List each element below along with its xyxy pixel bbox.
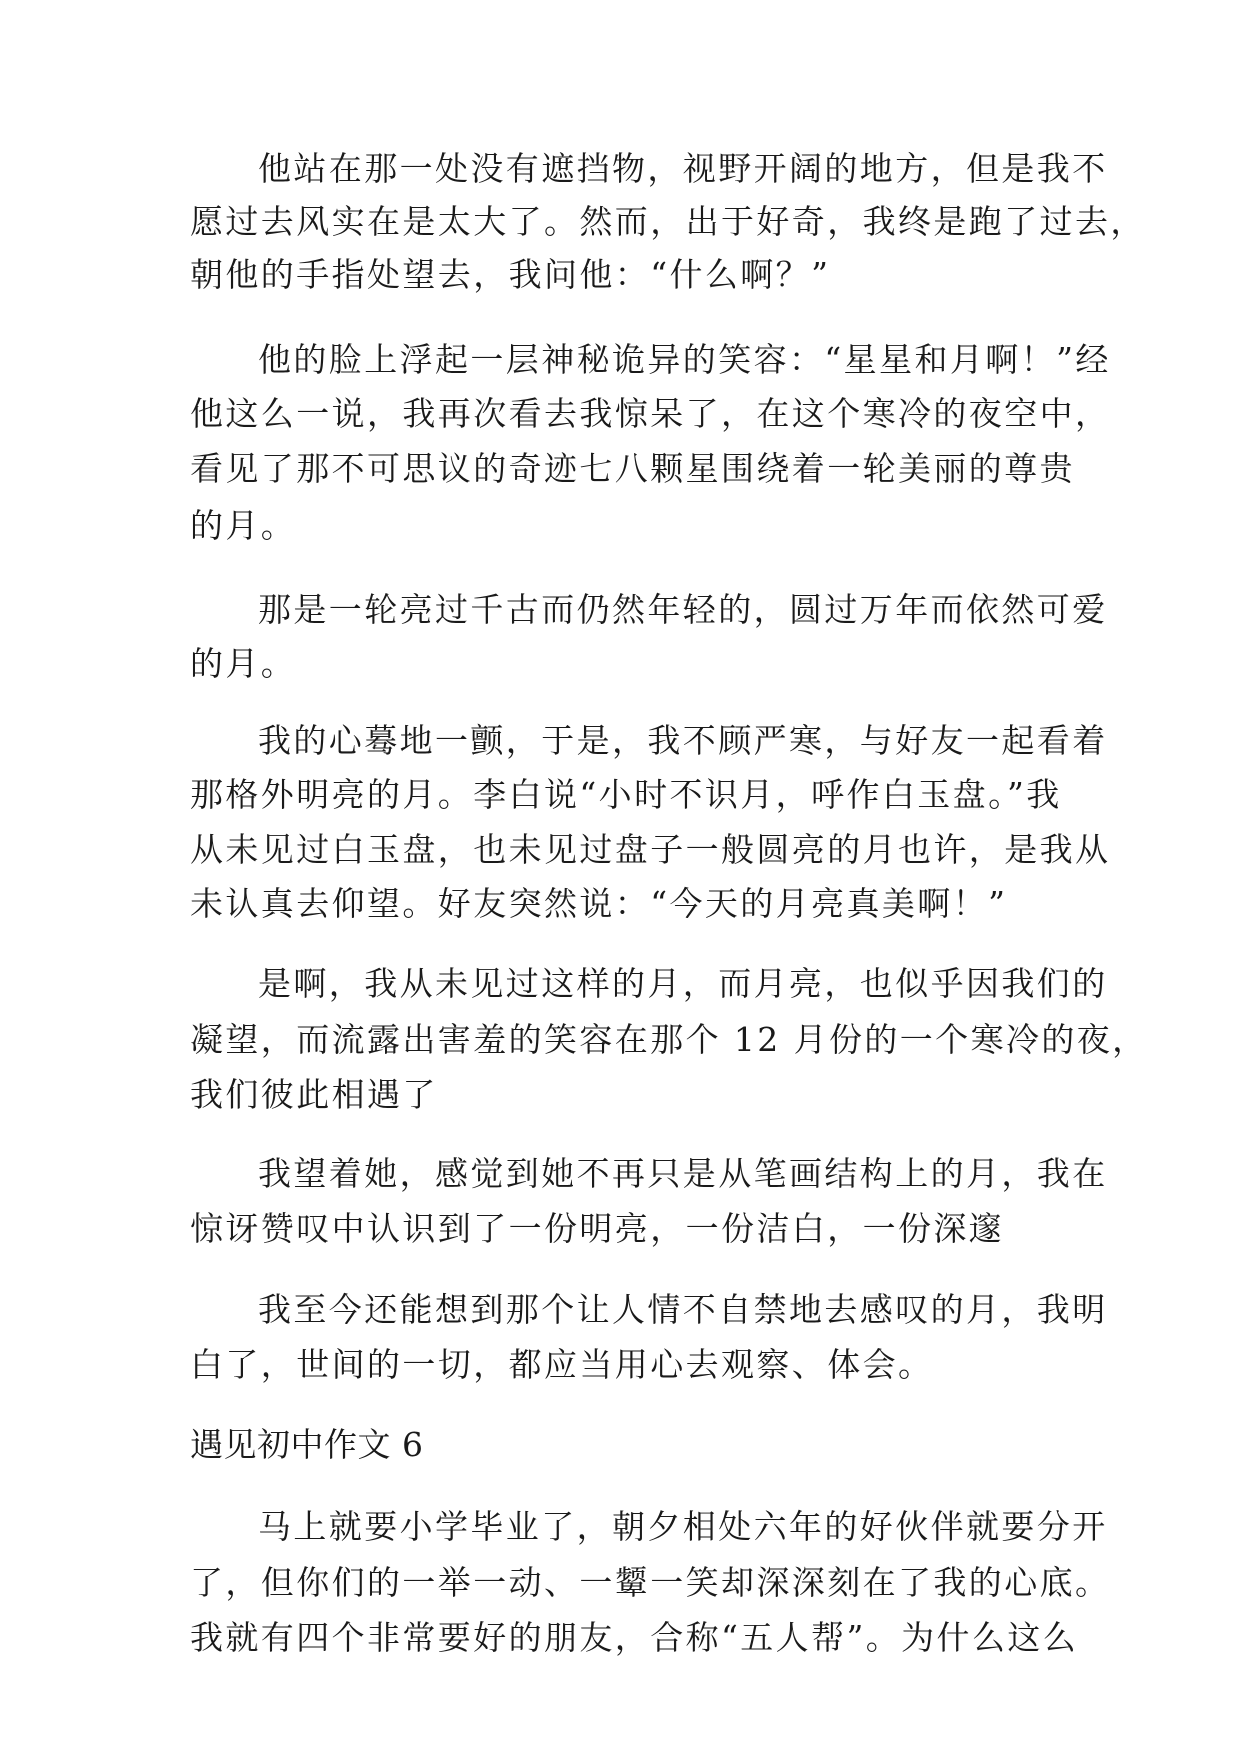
text-line: 他站在那一处没有遮挡物，视野开阔的地方，但是我不: [258, 149, 1108, 188]
text-line: 马上就要小学毕业了，朝夕相处六年的好伙伴就要分开: [258, 1507, 1108, 1546]
text-line: 是啊，我从未见过这样的月，而月亮，也似乎因我们的: [258, 964, 1108, 1003]
text-line: 了，但你们的一举一动、一颦一笑却深深刻在了我的心底。: [190, 1563, 1111, 1602]
text-line: 惊讶赞叹中认识到了一份明亮，一份洁白，一份深邃: [190, 1209, 1005, 1248]
text-line: 未认真去仰望。好友突然说：“今天的月亮真美啊！”: [190, 884, 1008, 923]
text-line: 从未见过白玉盘，也未见过盘子一般圆亮的月也许，是我从: [190, 830, 1111, 869]
text-line: 他这么一说，我再次看去我惊呆了，在这个寒冷的夜空中，: [190, 394, 1111, 433]
text-line: 朝他的手指处望去，我问他：“什么啊？”: [190, 255, 831, 294]
text-line: 的月。: [190, 506, 297, 545]
text-line: 白了，世间的一切，都应当用心去观察、体会。: [190, 1345, 934, 1384]
text-line: 愿过去风实在是太大了。然而，出于好奇，我终是跑了过去，: [190, 202, 1146, 241]
text-line: 我就有四个非常要好的朋友，合称“五人帮”。为什么这么: [190, 1618, 1079, 1657]
text-line: 我的心蓦地一颤，于是，我不顾严寒，与好友一起看着: [258, 721, 1108, 760]
text-line: 那格外明亮的月。李白说“小时不识月，呼作白玉盘。”我: [190, 775, 1062, 814]
text-line: 凝望，而流露出害羞的笑容在那个 12 月份的一个寒冷的夜，: [190, 1020, 1148, 1059]
text-line: 我至今还能想到那个让人情不自禁地去感叹的月，我明: [258, 1290, 1108, 1329]
text-line: 那是一轮亮过千古而仍然年轻的，圆过万年而依然可爱: [258, 590, 1108, 629]
text-line: 我们彼此相遇了: [190, 1075, 438, 1114]
text-line: 我望着她，感觉到她不再只是从笔画结构上的月，我在: [258, 1154, 1108, 1193]
section-heading: 遇见初中作文 6: [190, 1425, 424, 1464]
text-line: 看见了那不可思议的奇迹七八颗星围绕着一轮美丽的尊贵: [190, 449, 1075, 488]
text-line: 的月。: [190, 644, 297, 683]
text-line: 他的脸上浮起一层神秘诡异的笑容：“星星和月啊！”经: [258, 340, 1111, 379]
